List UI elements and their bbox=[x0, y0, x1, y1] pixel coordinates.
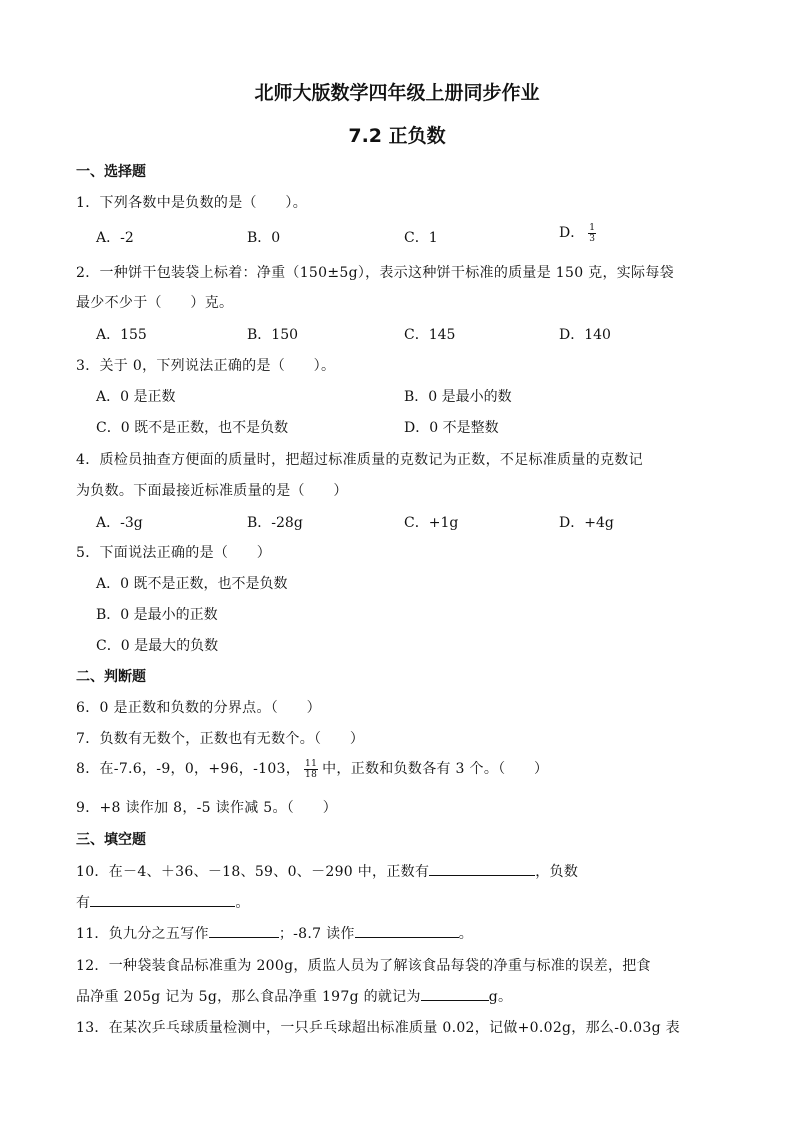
fraction-denominator: 18 bbox=[305, 769, 318, 780]
answer-blank[interactable] bbox=[421, 986, 489, 1001]
question-12-text: g。 bbox=[488, 989, 513, 1005]
question-1-option-a: A．-2 bbox=[96, 230, 134, 246]
question-5-stem: 5．下面说法正确的是（ ） bbox=[76, 545, 272, 561]
answer-blank[interactable] bbox=[429, 861, 535, 876]
question-5-option-a: A．0 既不是正数，也不是负数 bbox=[96, 576, 288, 592]
question-9: 9．+8 读作加 8，-5 读作减 5。（ ） bbox=[76, 800, 337, 816]
question-1-option-c: C．1 bbox=[404, 230, 438, 246]
question-2-option-a: A．155 bbox=[96, 327, 147, 343]
question-10-text: 10．在－4、＋36、－18、59、0、－290 中，正数有 bbox=[76, 864, 430, 880]
question-1-option-d-label: D． bbox=[559, 225, 585, 241]
question-4-stem-line1: 4．质检员抽查方便面的质量时，把超过标准质量的克数记为正数，不足标准质量的克数记 bbox=[76, 452, 643, 468]
question-4-option-b: B．-28g bbox=[247, 515, 303, 531]
question-12-line1: 12．一种袋装食品标准重为 200g，质监人员为了解该食品每袋的净重与标准的误差，把食 bbox=[76, 958, 651, 974]
question-11-text: ；-8.7 读作 bbox=[278, 926, 355, 942]
section-heading-fill: 三、填空题 bbox=[76, 832, 146, 848]
fraction bbox=[304, 759, 318, 780]
fraction-denominator: 3 bbox=[589, 233, 595, 244]
answer-blank[interactable] bbox=[90, 892, 235, 907]
question-4-option-d: D．+4g bbox=[559, 515, 614, 531]
question-8 bbox=[76, 758, 548, 780]
question-2-stem-line1: 2．一种饼干包装袋上标着：净重（150±5g），表示这种饼干标准的质量是 150 克，实际每袋 bbox=[76, 265, 674, 281]
question-11-text: 。 bbox=[458, 926, 473, 942]
fraction-numerator: 11 bbox=[305, 758, 318, 769]
question-3-option-d: D．0 不是整数 bbox=[404, 420, 499, 436]
question-4-stem-line2: 为负数。下面最接近标准质量的是（ ） bbox=[76, 483, 348, 499]
page-title: 北师大版数学四年级上册同步作业 bbox=[254, 82, 540, 104]
question-2-option-d: D．140 bbox=[559, 327, 611, 343]
question-4-option-a: A．-3g bbox=[96, 515, 143, 531]
fraction bbox=[588, 223, 596, 244]
question-3-stem: 3．关于 0，下列说法正确的是（ ）。 bbox=[76, 358, 336, 374]
answer-blank[interactable] bbox=[355, 923, 459, 938]
question-5-option-c: C．0 是最大的负数 bbox=[96, 638, 219, 654]
question-10-text: ，负数 bbox=[535, 864, 579, 880]
question-1-option-d bbox=[559, 222, 600, 244]
question-3-option-a: A．0 是正数 bbox=[96, 389, 176, 405]
question-4-option-c: C．+1g bbox=[404, 515, 459, 531]
question-12-line2 bbox=[76, 986, 512, 1006]
question-2-option-c: C．145 bbox=[404, 327, 456, 343]
question-10-text: 有 bbox=[76, 895, 91, 911]
question-13-line1: 13．在某次乒乓球质量检测中，一只乒乓球超出标准质量 0.02，记做+0.02g，那么-0.03g 表 bbox=[76, 1020, 680, 1036]
question-8-text-before: 8．在-7.6，-9，0，+96，-103， bbox=[76, 761, 301, 777]
question-1-option-b: B．0 bbox=[247, 230, 281, 246]
question-12-text: 品净重 205g 记为 5g，那么食品净重 197g 的就记为 bbox=[76, 989, 421, 1005]
question-2-option-b: B．150 bbox=[247, 327, 299, 343]
question-3-option-b: B．0 是最小的数 bbox=[404, 389, 512, 405]
question-6: 6．0 是正数和负数的分界点。（ ） bbox=[76, 700, 321, 716]
question-5-option-b: B．0 是最小的正数 bbox=[96, 607, 218, 623]
question-10-line1 bbox=[76, 861, 578, 881]
question-11-text: 11．负九分之五写作 bbox=[76, 926, 209, 942]
question-11 bbox=[76, 923, 473, 943]
question-2-stem-line2: 最少不少于（ ）克。 bbox=[76, 295, 234, 311]
question-8-text-after: 中，正数和负数各有 3 个。（ ） bbox=[322, 761, 549, 777]
question-10-text: 。 bbox=[235, 895, 250, 911]
section-heading-judgement: 二、判断题 bbox=[76, 669, 146, 685]
question-3-option-c: C．0 既不是正数，也不是负数 bbox=[96, 420, 289, 436]
fraction-numerator: 1 bbox=[589, 222, 595, 233]
question-7: 7．负数有无数个，正数也有无数个。（ ） bbox=[76, 731, 365, 747]
section-heading-choice: 一、选择题 bbox=[76, 164, 146, 180]
question-1-stem: 1．下列各数中是负数的是（ ）。 bbox=[76, 195, 308, 211]
answer-blank[interactable] bbox=[209, 923, 279, 938]
page-subtitle: 7.2 正负数 bbox=[348, 125, 446, 147]
question-10-line2 bbox=[76, 892, 250, 912]
